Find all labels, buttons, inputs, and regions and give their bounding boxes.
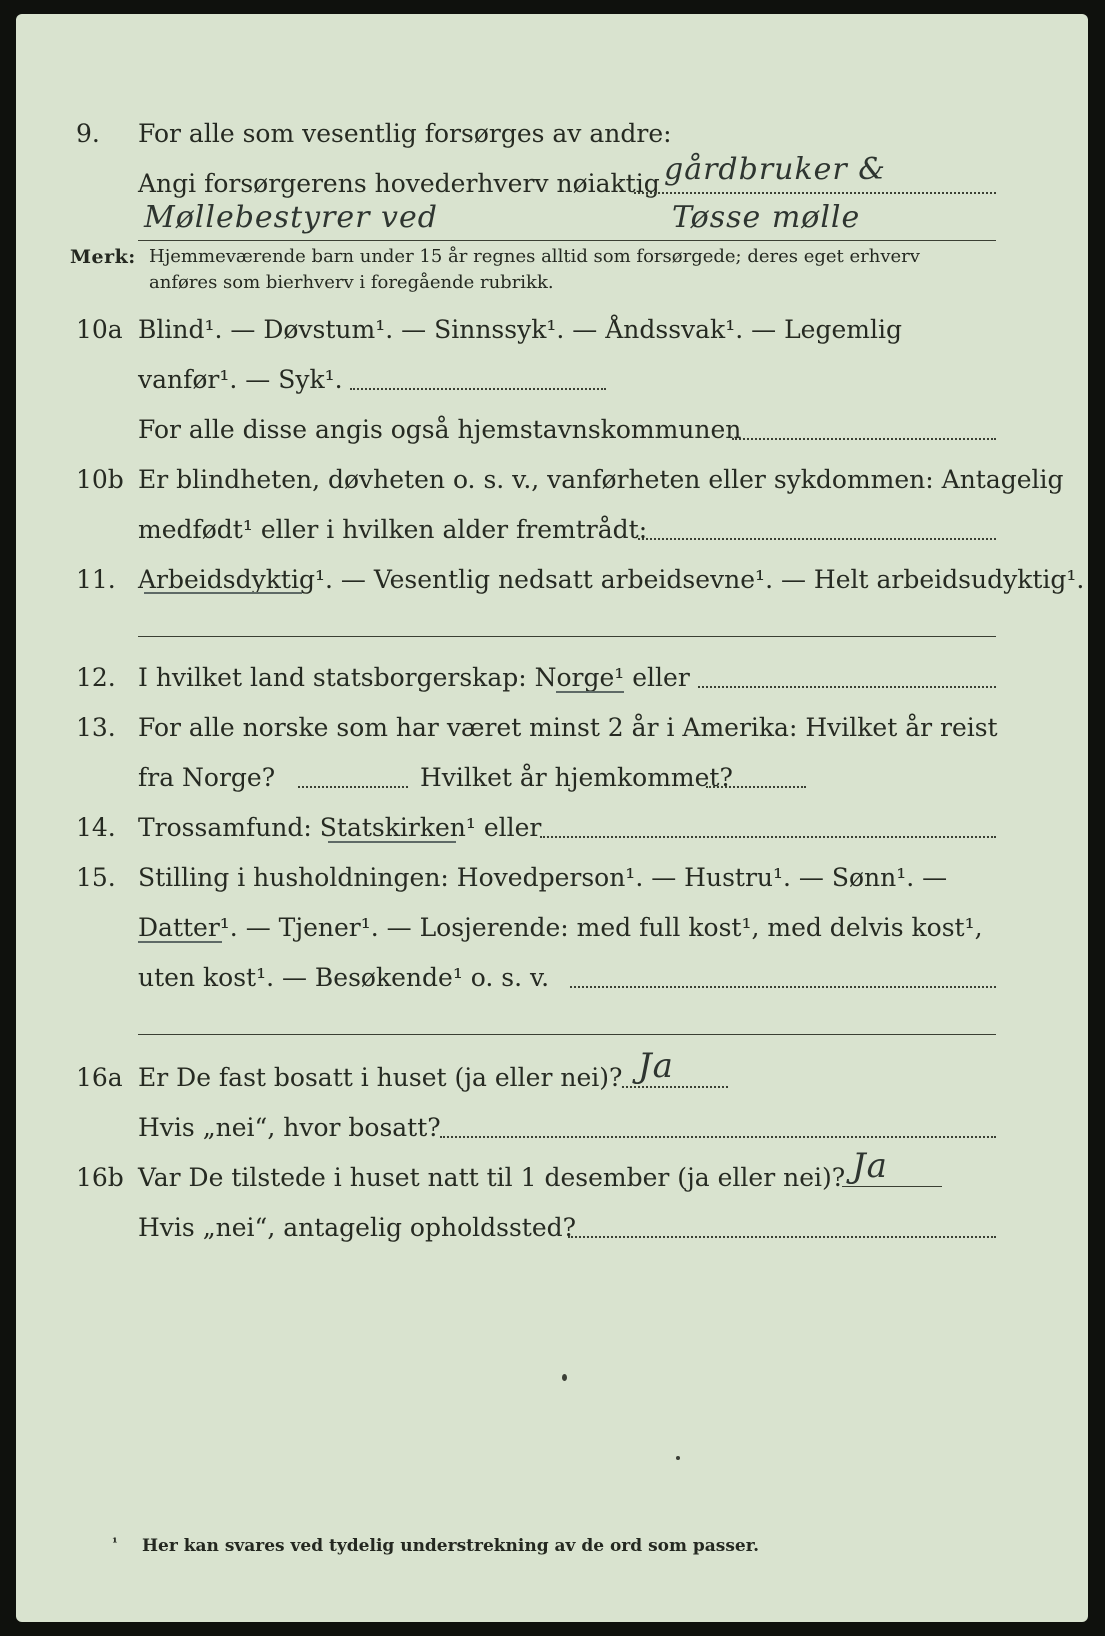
q15-underline-mark [138,941,222,943]
q16a-handwritten-answer: Ja [638,1046,674,1086]
q15-text-line2: Datter¹. — Tjener¹. — Losjerende: med full kost¹, med delvis kost¹, [138,913,983,942]
q11-underline-mark [144,592,302,594]
q9-answer-line1 [634,192,996,194]
q9-handwritten-answer2: Møllebestyrer ved [144,200,438,235]
merk-label: Merk: [70,246,136,268]
q10b-number: 10b [76,465,124,494]
footnote-mark: ¹ [112,1536,118,1551]
q9-text-line1: For alle som vesentlig forsørges av andre: [138,119,672,148]
q15-number: 15. [76,863,116,892]
q12-number: 12. [76,663,116,692]
q12-underline-mark [556,691,624,693]
q9-answer-line2 [138,240,996,241]
q9-handwritten-answer1: gårdbruker & [664,152,887,187]
q16b-number: 16b [76,1163,124,1192]
ink-speck [676,1456,680,1460]
q15-answer-line1 [570,986,996,988]
q15-text-line1: Stilling i husholdningen: Hovedperson¹. — Hustru¹. — Sønn¹. — [138,863,948,892]
q10a-text-line1: Blind¹. — Døvstum¹. — Sinnssyk¹. — Åndssvak¹. — Legemlig [138,315,902,344]
q10a-answer-line1 [350,388,606,390]
q16a-answer-line1 [622,1086,728,1088]
q9-text-line2: Angi forsørgerens hovederhverv nøiaktig [138,169,660,198]
q12-text-line1: I hvilket land statsborgerskap: Norge¹ eller [138,663,690,692]
q16b-text-line1: Var De tilstede i huset natt til 1 desember (ja eller nei)? [138,1163,846,1192]
q16b-answer-line1 [842,1186,942,1187]
footnote-text: Her kan svares ved tydelig understrekning av de ord som passer. [142,1536,760,1556]
q16b-handwritten-answer: Ja [852,1146,888,1186]
q16b-answer-line2 [568,1236,996,1238]
q10b-answer-line [638,538,996,540]
merk-text-line1: Hjemmeværende barn under 15 år regnes alltid som forsørgede; deres eget erhverv [149,246,920,267]
q14-number: 14. [76,813,116,842]
q14-underline-mark [328,841,456,843]
q15-answer-line2 [138,1034,996,1035]
merk-text-line2: anføres som bierhverv i foregående rubrikk. [149,272,554,293]
census-form-page [16,14,1088,1622]
q10a-text-line2: vanfør¹. — Syk¹. [138,365,343,394]
q13-answer-line1 [298,786,408,788]
q9-handwritten-answer3: Tøsse mølle [672,200,861,235]
ink-speck [562,1374,567,1381]
q13-answer-line2 [706,786,806,788]
q16a-text-line1: Er De fast bosatt i huset (ja eller nei)? [138,1063,623,1092]
q10a-number: 10a [76,315,123,344]
q9-number: 9. [76,119,100,148]
q11-answer-line [138,636,996,637]
q16a-text-line2: Hvis „nei“, hvor bosatt? [138,1113,441,1142]
q13-text-line2a: fra Norge? [138,763,276,792]
q14-answer-line [540,836,996,838]
q10a-text-line3: For alle disse angis også hjemstavnskommunen [138,415,742,444]
q13-text-line1: For alle norske som har været minst 2 år i Amerika: Hvilket år reist [138,713,998,742]
q13-text-line2b: Hvilket år hjemkommet? [420,763,733,792]
q11-text-line1: Arbeidsdyktig¹. — Vesentlig nedsatt arbeidsevne¹. — Helt arbeidsudyktig¹. [138,565,1085,594]
q12-answer-line [698,686,996,688]
q10a-answer-line2 [732,438,996,440]
q14-text-line1: Trossamfund: Statskirken¹ eller [138,813,542,842]
q11-number: 11. [76,565,116,594]
q16b-text-line2: Hvis „nei“, antagelig opholdssted? [138,1213,577,1242]
q13-number: 13. [76,713,116,742]
q16a-number: 16a [76,1063,123,1092]
q15-text-line3: uten kost¹. — Besøkende¹ o. s. v. [138,963,550,992]
q10b-text-line2: medfødt¹ eller i hvilken alder fremtrådt: [138,515,648,544]
q16a-answer-line2 [440,1136,996,1138]
q10b-text-line1: Er blindheten, døvheten o. s. v., vanførheten eller sykdommen: Antagelig [138,465,1064,494]
